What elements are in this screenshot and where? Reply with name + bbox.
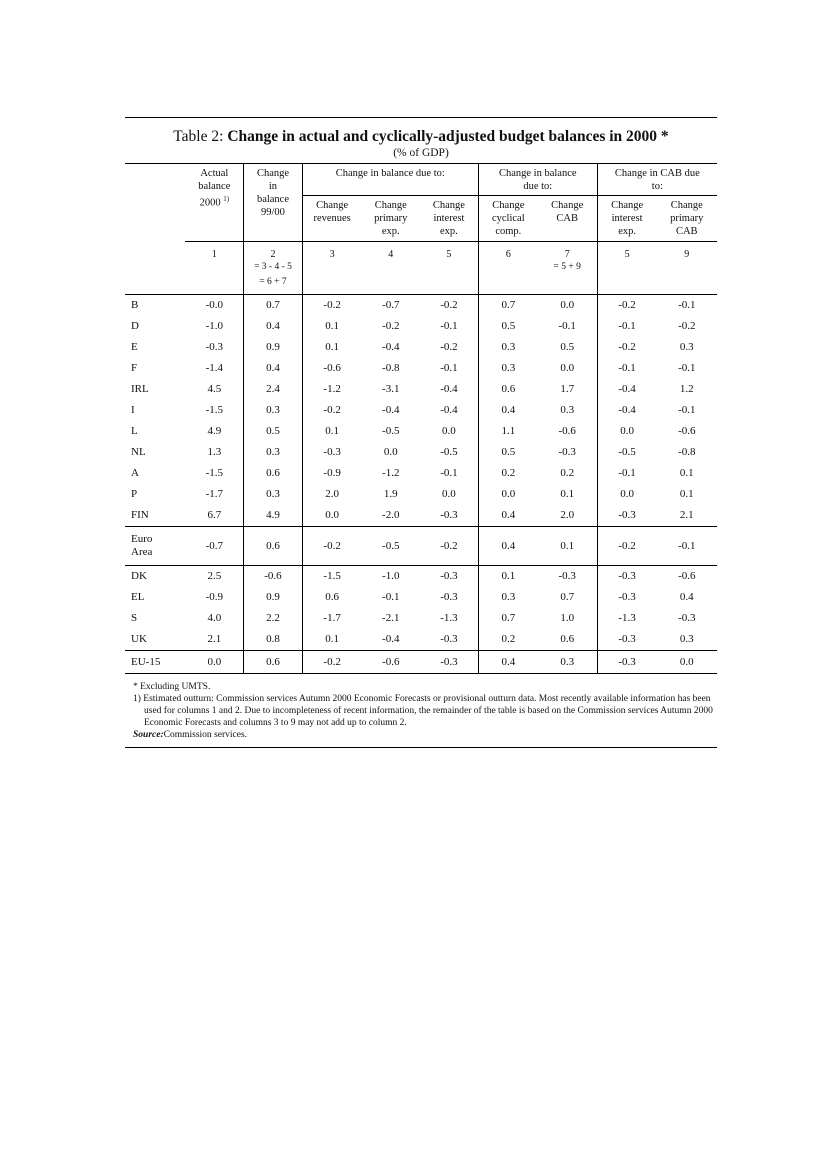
cell-col-2: 0.9 xyxy=(244,587,302,608)
cell-col-3: -0.2 xyxy=(302,651,361,674)
column-number-2: 2 = 3 - 4 - 5 = 6 + 7 xyxy=(244,242,302,295)
header-blank xyxy=(125,164,185,242)
cell-col-6: 0.4 xyxy=(478,527,537,566)
cell-col-8: -0.1 xyxy=(597,316,656,337)
row-label: DK xyxy=(131,570,147,582)
cell-col-8: -0.3 xyxy=(597,651,656,674)
cell-col-7: -0.3 xyxy=(558,570,576,582)
cell-col-6: 0.4 xyxy=(478,505,537,527)
table-row xyxy=(125,463,717,484)
cell-col-5: -1.3 xyxy=(440,612,458,624)
cell-col-5: 0.0 xyxy=(442,488,456,500)
cell-col-2: 4.9 xyxy=(244,505,302,527)
cell-col-9: -0.1 xyxy=(678,299,696,311)
cell-col-4: 1.9 xyxy=(383,488,398,500)
cell-col-3: -0.2 xyxy=(302,527,361,566)
cell-col-7: 1.7 xyxy=(560,383,575,395)
row-label: I xyxy=(131,404,135,416)
cell-col-7: 0.3 xyxy=(560,404,575,416)
cell-col-9: 0.1 xyxy=(679,488,694,500)
cell-col-3: 2.0 xyxy=(302,484,361,505)
column-number-9: 9 xyxy=(657,242,717,295)
header-sub-3: Change interest exp. xyxy=(420,196,478,242)
column-number-7: 7 = 5 + 9 xyxy=(538,242,597,295)
cell-col-4: -0.7 xyxy=(382,299,400,311)
table-row xyxy=(125,651,717,674)
row-label: F xyxy=(131,362,138,374)
cell-col-9: -0.1 xyxy=(678,362,696,374)
row-label: P xyxy=(131,488,138,500)
cell-col-8: 0.0 xyxy=(597,484,656,505)
header-sub-4: Change cyclical comp. xyxy=(478,196,537,242)
cell-col-4: -0.4 xyxy=(382,341,400,353)
cell-col-2: 0.6 xyxy=(244,527,302,566)
cell-col-1: -1.5 xyxy=(205,404,224,416)
cell-col-8: -0.1 xyxy=(597,463,656,484)
cell-col-5: -0.4 xyxy=(440,383,458,395)
table-row xyxy=(125,379,717,400)
cell-col-1: -1.4 xyxy=(205,362,224,374)
cell-col-2: 2.4 xyxy=(244,379,302,400)
cell-col-4: -0.4 xyxy=(382,404,400,416)
header-row-1 xyxy=(125,164,717,196)
cell-col-4: -1.2 xyxy=(382,467,400,479)
cell-col-9: -0.3 xyxy=(678,612,696,624)
cell-col-5: -0.5 xyxy=(440,446,458,458)
cell-col-6: 0.7 xyxy=(478,295,537,317)
column-number-6: 6 xyxy=(478,242,537,295)
table-row xyxy=(125,337,717,358)
cell-col-5: -0.1 xyxy=(440,320,458,332)
cell-col-4: -0.2 xyxy=(382,320,400,332)
cell-col-9: 0.3 xyxy=(657,629,717,651)
cell-col-8: -0.5 xyxy=(597,442,656,463)
cell-col-1: -1.7 xyxy=(205,488,224,500)
note-star: * Excluding UMTS. xyxy=(133,682,211,692)
cell-col-4: 0.0 xyxy=(383,446,398,458)
cell-col-9: 0.4 xyxy=(679,591,694,603)
cell-col-4: -2.1 xyxy=(382,612,400,624)
row-label: EL xyxy=(131,591,145,603)
cell-col-8: 0.0 xyxy=(597,421,656,442)
cell-col-6: 0.7 xyxy=(478,608,537,629)
table-row xyxy=(125,527,717,566)
table-row xyxy=(125,505,717,527)
header-sub-6: Change interest exp. xyxy=(597,196,656,242)
table-row xyxy=(125,629,717,651)
row-label: L xyxy=(131,425,138,437)
table-row xyxy=(125,608,717,629)
header-actual-balance: Actual balance 2000 $^{1)}$ xyxy=(185,164,243,242)
cell-col-3: 0.1 xyxy=(302,337,361,358)
cell-col-4: -0.5 xyxy=(362,527,420,566)
cell-col-1: 4.0 xyxy=(207,612,222,624)
document-page xyxy=(125,117,717,748)
cell-col-8: -0.2 xyxy=(597,527,656,566)
cell-col-1: 0.0 xyxy=(207,655,222,668)
cell-col-9: -0.6 xyxy=(678,570,696,582)
cell-col-5: -0.2 xyxy=(440,299,458,311)
cell-col-6: 0.1 xyxy=(478,566,537,588)
title-bold: Change in actual and cyclically-adjusted budget balances in 2000 * xyxy=(227,128,669,145)
header-sub-1: Change revenues xyxy=(302,196,361,242)
cell-col-2: 0.6 xyxy=(244,463,302,484)
cell-col-9: -0.6 xyxy=(678,425,696,437)
cell-col-4: -2.0 xyxy=(362,505,420,527)
cell-col-6: 0.4 xyxy=(478,651,537,674)
table-row xyxy=(125,587,717,608)
cell-col-8: -1.3 xyxy=(597,608,656,629)
cell-col-6: 0.2 xyxy=(478,629,537,651)
cell-col-3: -0.3 xyxy=(302,442,361,463)
table-row xyxy=(125,566,717,588)
cell-col-1: -1.5 xyxy=(205,467,224,479)
cell-col-1: 4.9 xyxy=(207,425,222,437)
cell-col-1: 2.1 xyxy=(185,629,243,651)
cell-col-2: 0.4 xyxy=(244,316,302,337)
cell-col-7: 0.1 xyxy=(560,488,575,500)
cell-col-5: 0.0 xyxy=(442,425,456,437)
cell-col-9: 0.0 xyxy=(679,655,694,668)
number-blank xyxy=(125,242,185,295)
row-label: NL xyxy=(131,446,146,458)
cell-col-2: 0.3 xyxy=(244,400,302,421)
column-number-8: 5 xyxy=(597,242,656,295)
cell-col-3: -1.7 xyxy=(302,608,361,629)
cell-col-2: 0.7 xyxy=(244,295,302,317)
cell-col-8: -0.1 xyxy=(597,358,656,379)
cell-col-3: -0.2 xyxy=(302,400,361,421)
cell-col-6: 0.3 xyxy=(478,358,537,379)
cell-col-5: -0.1 xyxy=(440,467,458,479)
cell-col-8: -0.3 xyxy=(597,629,656,651)
column-number-4: 4 xyxy=(362,242,420,295)
header-sub-2: Change primary exp. xyxy=(362,196,420,242)
cell-col-1: -0.9 xyxy=(205,591,224,603)
table-notes xyxy=(125,673,717,748)
cell-col-6: 0.5 xyxy=(478,316,537,337)
cell-col-6: 0.6 xyxy=(478,379,537,400)
cell-col-1: -1.0 xyxy=(205,320,224,332)
cell-col-4: -3.1 xyxy=(382,383,400,395)
cell-col-5: -0.3 xyxy=(440,570,458,582)
note-source: Source:Commission services. xyxy=(133,730,248,740)
cell-col-8: -0.3 xyxy=(597,505,656,527)
cell-col-7: 0.1 xyxy=(538,527,597,566)
cell-col-4: -1.0 xyxy=(382,570,400,582)
cell-col-6: 0.5 xyxy=(478,442,537,463)
cell-col-9: 0.3 xyxy=(679,341,694,353)
cell-col-3: 0.1 xyxy=(302,629,361,651)
cell-col-4: -0.6 xyxy=(382,655,400,668)
header-sub-7: Change primary CAB xyxy=(657,196,717,242)
cell-col-4: -0.5 xyxy=(382,425,400,437)
header-group-balance-due-b: Change in balance due to: xyxy=(478,164,597,196)
cell-col-1: 2.5 xyxy=(207,570,222,582)
cell-col-1: -0.3 xyxy=(205,341,224,353)
table-title xyxy=(125,128,717,146)
cell-col-2: 0.9 xyxy=(244,337,302,358)
table-row xyxy=(125,316,717,337)
cell-col-6: 0.4 xyxy=(478,400,537,421)
row-label: A xyxy=(131,467,139,479)
row-label: IRL xyxy=(131,383,149,395)
cell-col-7: 2.0 xyxy=(538,505,597,527)
cell-col-8: -0.4 xyxy=(597,379,656,400)
cell-col-9: 0.1 xyxy=(679,467,694,479)
table-row xyxy=(125,400,717,421)
title-prefix: Table 2: xyxy=(173,128,228,145)
cell-col-2: 0.6 xyxy=(244,651,302,674)
cell-col-5: -0.3 xyxy=(420,505,478,527)
header-group-cab: Change in CAB due to: xyxy=(597,164,717,196)
table-row xyxy=(125,484,717,505)
cell-col-7: -0.6 xyxy=(558,425,576,437)
cell-col-3: -0.2 xyxy=(302,295,361,317)
cell-col-7: 0.6 xyxy=(538,629,597,651)
column-number-3: 3 xyxy=(302,242,361,295)
row-label: D xyxy=(131,320,139,332)
cell-col-8: -0.2 xyxy=(597,337,656,358)
row-label: Euro Area xyxy=(125,527,185,566)
cell-col-1: 6.7 xyxy=(185,505,243,527)
cell-col-8: -0.4 xyxy=(597,400,656,421)
cell-col-9: 2.1 xyxy=(657,505,717,527)
cell-col-5: -0.3 xyxy=(440,655,458,668)
budget-table xyxy=(125,163,717,673)
cell-col-9: -0.1 xyxy=(678,404,696,416)
header-sub-5: Change CAB xyxy=(538,196,597,242)
cell-col-2: 0.3 xyxy=(244,442,302,463)
table-row xyxy=(125,421,717,442)
cell-col-7: 0.0 xyxy=(560,362,575,374)
cell-col-3: 0.6 xyxy=(302,587,361,608)
top-rule xyxy=(125,117,717,118)
cell-col-5: -0.4 xyxy=(440,404,458,416)
cell-col-8: -0.3 xyxy=(597,587,656,608)
cell-col-7: 0.3 xyxy=(560,655,575,668)
note-1: 1) Estimated outturn: Commission services Autumn 2000 Economic Forecasts or provisional outturn data. Most recently available information has been used for columns 1 and 2. Due to incompleteness of recent information, the remainder of the table is based on the Commission services Autumn 2000 Economic Forecasts and columns 3 to 9 may not add up to column 2. xyxy=(133,694,713,728)
cell-col-2: 0.8 xyxy=(244,629,302,651)
cell-col-8: -0.2 xyxy=(597,295,656,317)
cell-col-6: 0.3 xyxy=(478,337,537,358)
cell-col-4: -0.8 xyxy=(382,362,400,374)
column-number-1: 1 xyxy=(185,242,243,295)
cell-col-9: -0.2 xyxy=(678,320,696,332)
cell-col-6: 0.2 xyxy=(478,463,537,484)
cell-col-2: 0.5 xyxy=(244,421,302,442)
cell-col-5: -0.2 xyxy=(420,527,478,566)
cell-col-1: -0.7 xyxy=(185,527,243,566)
cell-col-7: 0.7 xyxy=(560,591,575,603)
cell-col-4: -0.1 xyxy=(382,591,400,603)
cell-col-3: 0.0 xyxy=(302,505,361,527)
row-label: B xyxy=(131,299,139,311)
cell-col-5: -0.3 xyxy=(440,591,458,603)
cell-col-7: 0.5 xyxy=(560,341,575,353)
cell-col-1: 4.5 xyxy=(207,383,222,395)
cell-col-7: 0.0 xyxy=(560,299,575,311)
cell-col-7: 1.0 xyxy=(560,612,575,624)
row-label: UK xyxy=(125,629,185,651)
cell-col-8: -0.3 xyxy=(597,566,656,588)
table-subtitle: (% of GDP) xyxy=(393,147,449,159)
header-number-row xyxy=(125,242,717,295)
cell-col-1: -0.0 xyxy=(205,299,224,311)
row-label: EU-15 xyxy=(131,655,161,668)
row-label: FIN xyxy=(125,505,185,527)
cell-col-5: -0.1 xyxy=(440,362,458,374)
header-change-balance: Change in balance 99/00 xyxy=(244,164,302,242)
table-row xyxy=(125,295,717,317)
cell-col-3: -1.5 xyxy=(302,566,361,588)
row-label: E xyxy=(131,341,138,353)
cell-col-5: -0.2 xyxy=(440,341,458,353)
cell-col-7: 0.2 xyxy=(560,467,575,479)
cell-col-2: 0.4 xyxy=(244,358,302,379)
cell-col-3: -0.6 xyxy=(302,358,361,379)
cell-col-9: -0.8 xyxy=(678,446,696,458)
cell-col-1: 1.3 xyxy=(207,446,222,458)
cell-col-2: 2.2 xyxy=(244,608,302,629)
cell-col-6: 1.1 xyxy=(478,421,537,442)
cell-col-6: 0.0 xyxy=(478,484,537,505)
cell-col-3: -1.2 xyxy=(302,379,361,400)
cell-col-3: 0.1 xyxy=(302,316,361,337)
cell-col-9: 1.2 xyxy=(679,383,694,395)
cell-col-9: -0.1 xyxy=(657,527,717,566)
cell-col-7: -0.1 xyxy=(558,320,576,332)
cell-col-5: -0.3 xyxy=(420,629,478,651)
cell-col-3: 0.1 xyxy=(302,421,361,442)
cell-col-2: 0.3 xyxy=(244,484,302,505)
cell-col-7: -0.3 xyxy=(558,446,576,458)
cell-col-2: -0.6 xyxy=(244,566,302,588)
cell-col-4: -0.4 xyxy=(362,629,420,651)
column-number-5: 5 xyxy=(420,242,478,295)
table-row xyxy=(125,358,717,379)
header-group-balance-due: Change in balance due to: xyxy=(302,164,478,196)
row-label: S xyxy=(131,612,138,624)
cell-col-3: -0.9 xyxy=(302,463,361,484)
cell-col-6: 0.3 xyxy=(478,587,537,608)
table-row xyxy=(125,442,717,463)
